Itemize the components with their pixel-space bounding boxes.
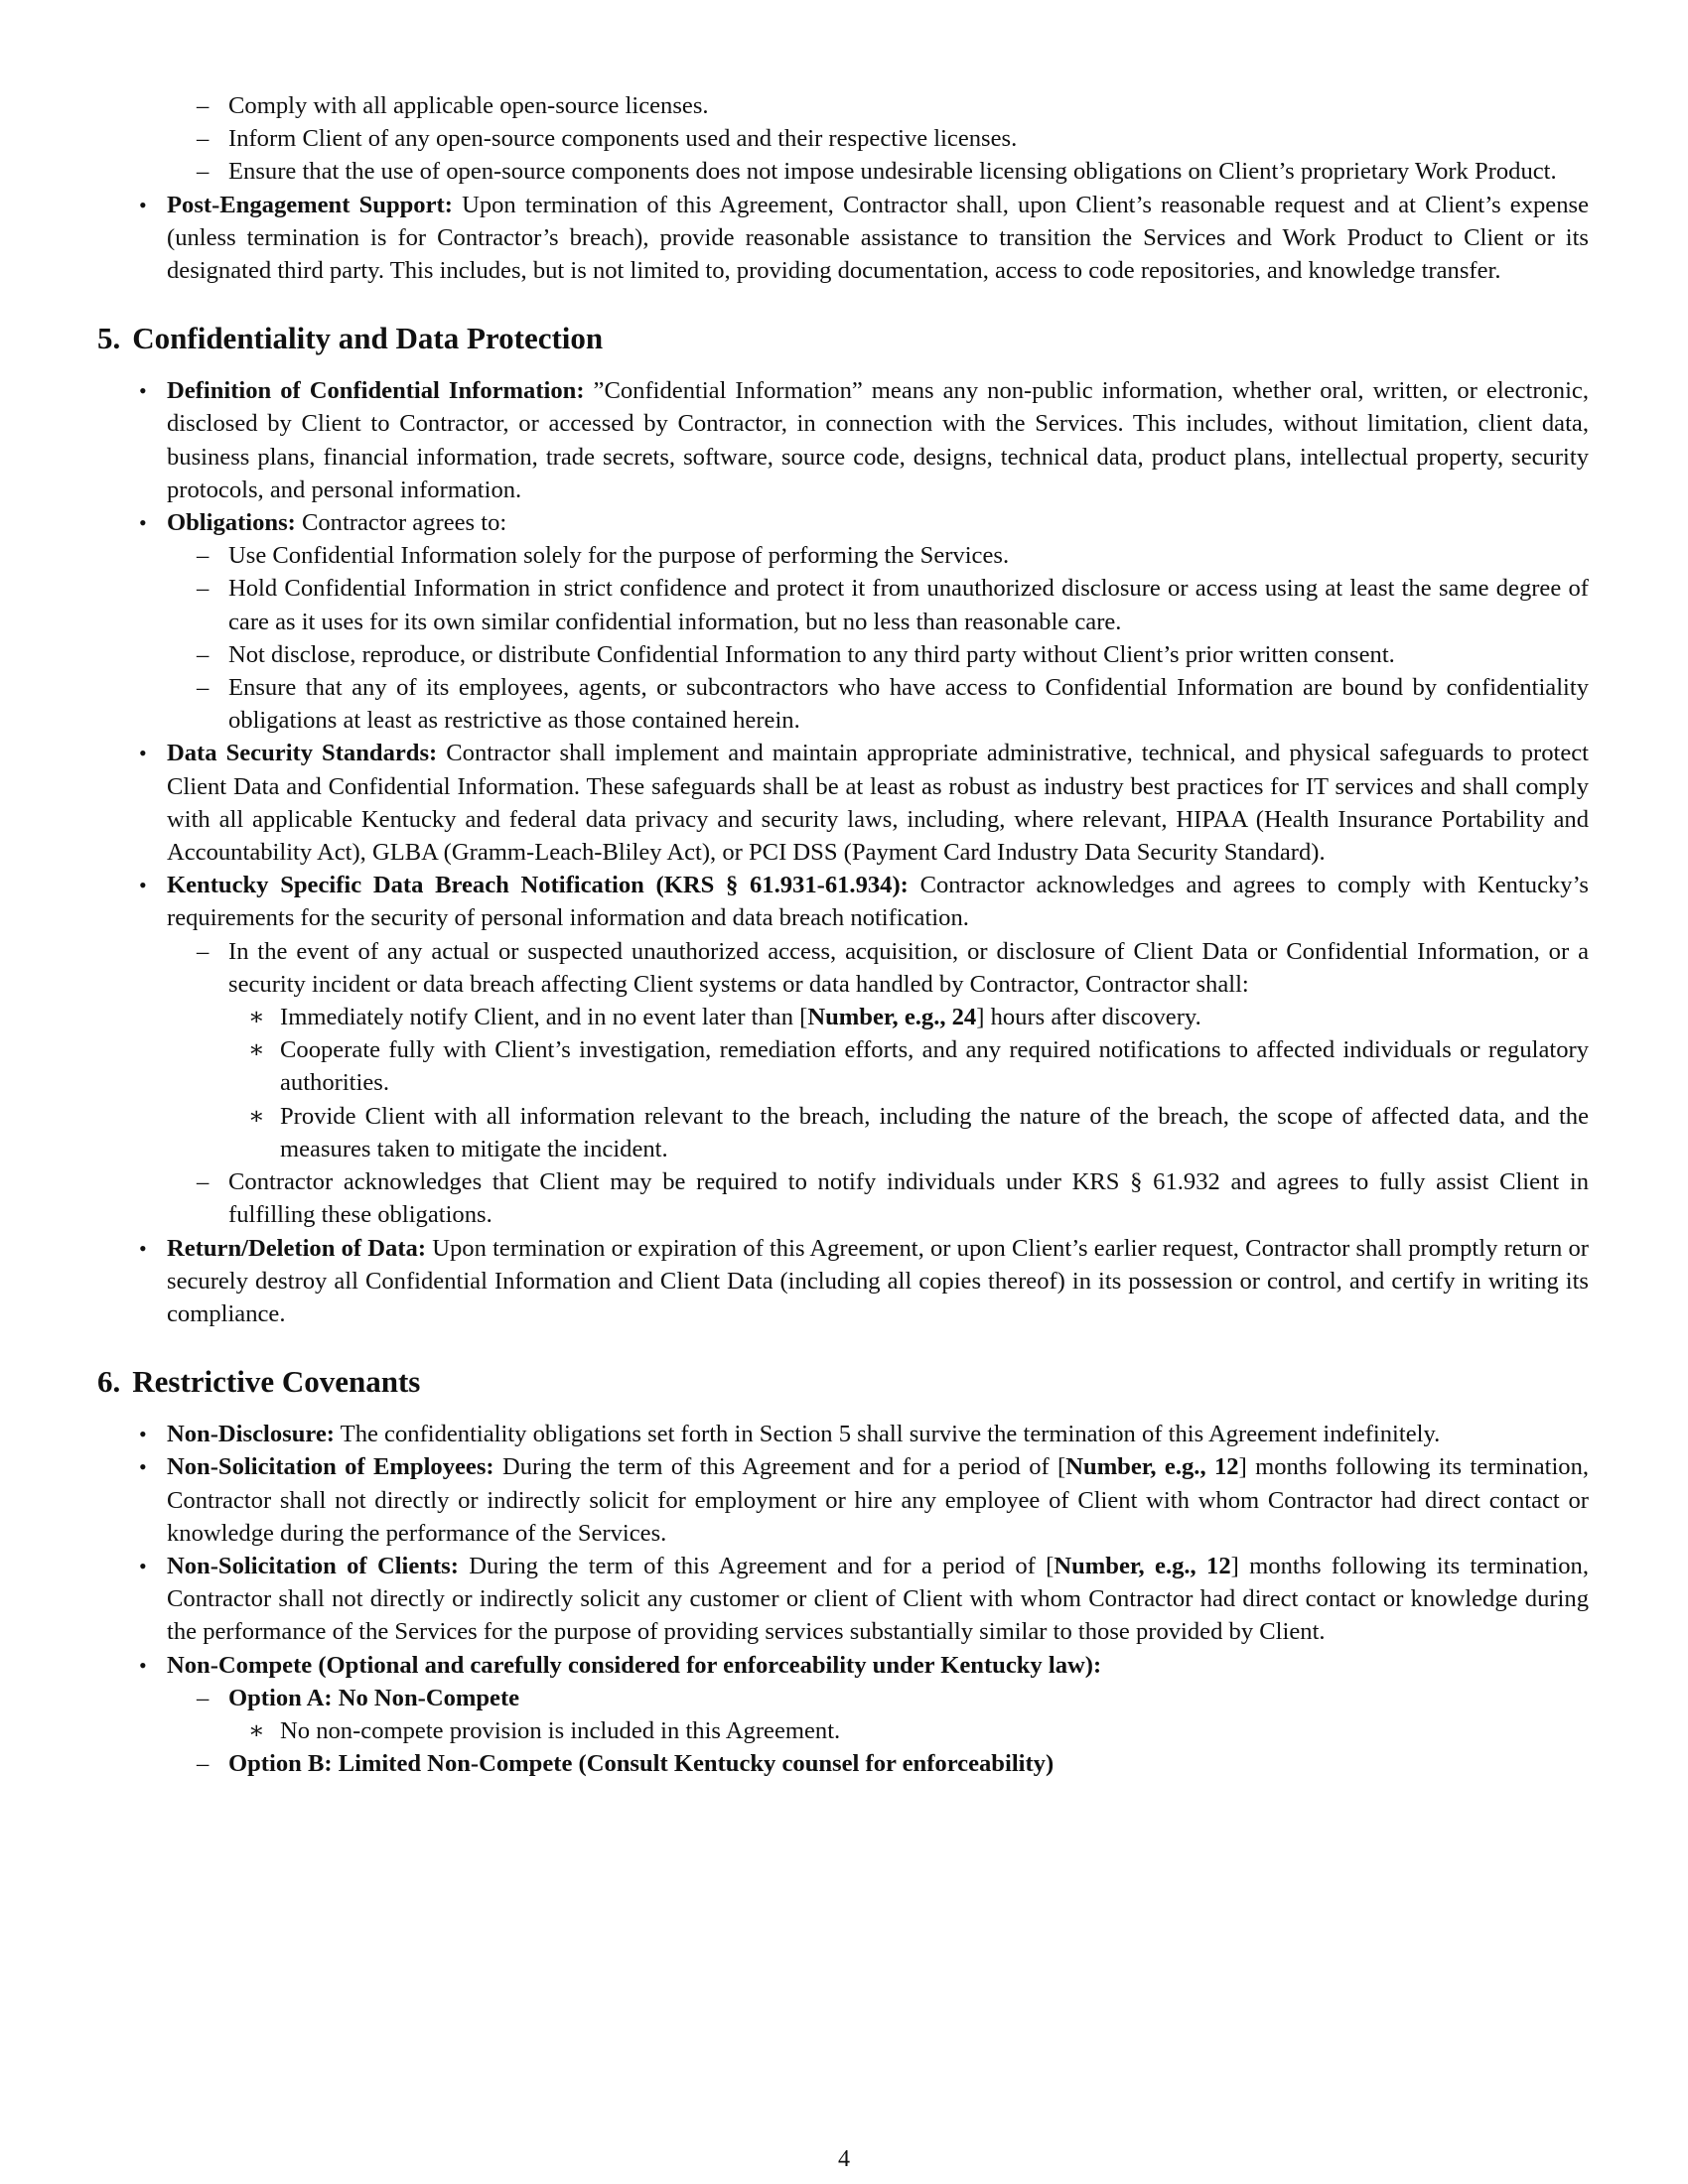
document-page <box>97 89 1589 1780</box>
dash-marker: – <box>197 674 210 702</box>
page-number: 4 <box>838 2146 850 2172</box>
dash-marker: – <box>197 640 210 668</box>
list-item: – In the event of any actual or suspected unauthorized access, acquisition, or disclosure of Client Data or Confidential Information, or a security incident or data breach affecting Client systems or data handled by Contractor, Contractor shall: <box>97 935 1589 1001</box>
list-item-kentucky-breach: • Kentucky Specific Data Breach Notification (KRS § 61.931-61.934): Contractor acknowledges and agrees to comply with Kentucky’s requirements for the security of personal information and data breach notification. <box>97 869 1589 934</box>
star-marker: ∗ <box>248 1716 265 1744</box>
list-item: – Use Confidential Information solely for the purpose of performing the Services. <box>97 539 1589 572</box>
list-item-option-a: – Option A: No Non-Compete <box>97 1682 1589 1714</box>
bullet-marker: • <box>139 1235 147 1261</box>
bullet-marker: • <box>139 1422 147 1447</box>
dash-marker: – <box>197 1750 210 1778</box>
list-item-non-solicit-employees: • Non-Solicitation of Employees: During the term of this Agreement and for a period of [Number, e.g., 12] months following its termination, Contractor shall not directly or indirectly solicit for employment or hire any employee of Client with whom Contractor had direct contact or knowledge during the performance of the Services. <box>97 1450 1589 1550</box>
star-marker: ∗ <box>248 1102 265 1130</box>
list-item: – Not disclose, reproduce, or distribute Confidential Information to any third party without Client’s prior written consent. <box>97 638 1589 671</box>
dash-marker: – <box>197 542 210 570</box>
list-item-option-b: – Option B: Limited Non-Compete (Consult Kentucky counsel for enforceability) <box>97 1747 1589 1780</box>
bullet-marker: • <box>139 192 147 217</box>
dash-marker: – <box>197 158 210 186</box>
list-item-data-security: • Data Security Standards: Contractor shall implement and maintain appropriate administrative, technical, and physical safeguards to protect Client Data and Confidential Information. These safeguards shall be at least as robust as industry best practices for IT services and shall comply with all applicable Kentucky and federal data privacy and security laws, including, where relevant, HIPAA (Health Insurance Portability and Accountability Act), GLBA (Gramm-Leach-Bliley Act), or PCI DSS (Payment Card Industry Data Security Standard). <box>97 737 1589 869</box>
dash-marker: – <box>197 575 210 603</box>
list-item: – Comply with all applicable open-source licenses. <box>97 89 1589 122</box>
dash-marker: – <box>197 125 210 153</box>
list-item: – Inform Client of any open-source components used and their respective licenses. <box>97 122 1589 155</box>
section-6-heading: 6. Restrictive Covenants <box>97 1364 421 1400</box>
bullet-marker: • <box>139 1553 147 1578</box>
bullet-marker: • <box>139 741 147 766</box>
star-marker: ∗ <box>248 1004 265 1031</box>
dash-marker: – <box>197 1684 210 1711</box>
bullet-marker: • <box>139 378 147 404</box>
list-item: – Hold Confidential Information in strict confidence and protect it from unauthorized disclosure or access using at least the same degree of care as it uses for its own similar confidential information, but no less than reasonable care. <box>97 572 1589 637</box>
list-item: ∗ Provide Client with all information relevant to the breach, including the nature of the breach, the scope of affected data, and the measures taken to mitigate the incident. <box>97 1100 1589 1165</box>
bullet-marker: • <box>139 1454 147 1480</box>
list-item-non-disclosure: • Non-Disclosure: The confidentiality obligations set forth in Section 5 shall survive the termination of this Agreement indefinitely. <box>97 1418 1589 1450</box>
dash-marker: – <box>197 937 210 965</box>
list-item: – Ensure that the use of open-source components does not impose undesirable licensing obligations on Client’s proprietary Work Product. <box>97 155 1589 188</box>
bullet-marker: • <box>139 873 147 898</box>
list-item-post-engagement: • Post-Engagement Support: Upon termination of this Agreement, Contractor shall, upon Client’s reasonable request and at Client’s expense (unless termination is for Contractor’s breach), provide reasonable assistance to transition the Services and Work Product to Client or its designated third party. This includes, but is not limited to, providing documentation, access to code repositories, and knowledge transfer. <box>97 189 1589 288</box>
star-marker: ∗ <box>248 1036 265 1064</box>
bullet-marker: • <box>139 510 147 536</box>
section-5-heading: 5. Confidentiality and Data Protection <box>97 321 604 356</box>
list-item-return-deletion: • Return/Deletion of Data: Upon termination or expiration of this Agreement, or upon Client’s earlier request, Contractor shall promptly return or securely destroy all Confidential Information and Client Data (including all copies thereof) in its possession or control, and certify in writing its compliance. <box>97 1232 1589 1331</box>
list-item: ∗ Cooperate fully with Client’s investigation, remediation efforts, and any required notifications to affected individuals or regulatory authorities. <box>97 1033 1589 1099</box>
dash-marker: – <box>197 92 210 119</box>
bullet-marker: • <box>139 1652 147 1678</box>
list-item-non-solicit-clients: • Non-Solicitation of Clients: During the term of this Agreement and for a period of [Number, e.g., 12] months following its termination, Contractor shall not directly or indirectly solicit any customer or client of Client with whom Contractor had direct contact or knowledge during the performance of the Services for the purpose of providing services substantially similar to those provided by Client. <box>97 1550 1589 1649</box>
list-item: ∗ Immediately notify Client, and in no event later than [Number, e.g., 24] hours after discovery. <box>97 1001 1589 1033</box>
list-item-obligations: • Obligations: Contractor agrees to: <box>97 506 1589 539</box>
dash-marker: – <box>197 1168 210 1196</box>
list-item-non-compete: • Non-Compete (Optional and carefully considered for enforceability under Kentucky law): <box>97 1649 1589 1682</box>
list-item-definition: • Definition of Confidential Information: ”Confidential Information” means any non-public information, whether oral, written, or electronic, disclosed by Client to Contractor, or accessed by Contractor, in connection with the Services. This includes, without limitation, client data, business plans, financial information, trade secrets, software, source code, designs, technical data, product plans, intellectual property, security protocols, and personal information. <box>97 374 1589 506</box>
list-item: ∗ No non-compete provision is included in this Agreement. <box>97 1714 1589 1747</box>
list-item: – Ensure that any of its employees, agents, or subcontractors who have access to Confidential Information are bound by confidentiality obligations at least as restrictive as those contained herein. <box>97 671 1589 737</box>
list-item: – Contractor acknowledges that Client may be required to notify individuals under KRS § 61.932 and agrees to fully assist Client in fulfilling these obligations. <box>97 1165 1589 1231</box>
